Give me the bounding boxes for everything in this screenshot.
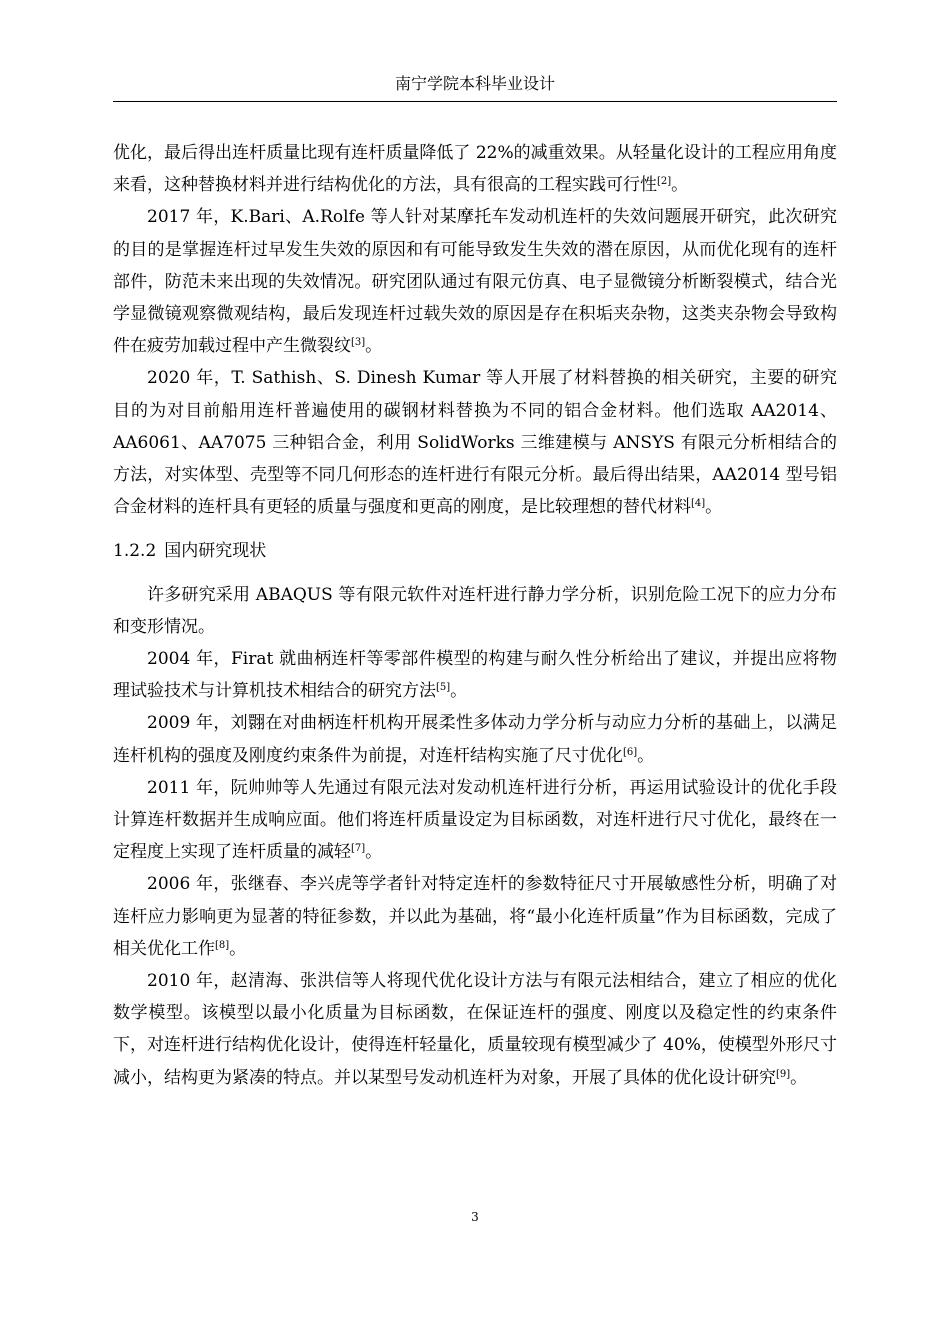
citation: [2] [657,176,672,188]
citation: [7] [351,843,366,855]
page-number: 3 [471,1210,479,1224]
citation: [4] [691,498,706,510]
paragraph: 2006 年，张继春、李兴虎等学者针对特定连杆的参数特征尺寸开展敏感性分析，明确了对连杆应力影响更为显著的特征参数，并以此为基础，将“最小化连杆质量”作为目标函数，完成了相关优化工作[8]。 [113,874,837,959]
citation: [9] [776,1068,791,1080]
paragraph: 2011 年，阮帅帅等人先通过有限元法对发动机连杆进行分析，再运用试验设计的优化手段计算连杆数据并生成响应面。他们将连杆质量设定为目标函数，对连杆进行尺寸优化，最终在一定程度上实现了连杆质量的减轻[7]。 [113,777,837,863]
section-heading [113,535,837,567]
paragraph: 2017 年，K.Bari、A.Rolfe 等人针对某摩托车发动机连杆的失效问题展开研究，此次研究的目的是掌握连杆过早发生失效的原因和有可能导致发生失效的潜在原因，从而优化现有的连杆部件，防范未来出现的失效情况。研究团队通过有限元仿真、电子显微镜分析断裂模式，结合光学显微镜观察微观结构，最后发现连杆过载失效的原因是存在积垢夹杂物，这类夹杂物会导致构件在疲劳加载过程中产生微裂纹[3]。 [113,207,837,357]
paragraph: 优化，最后得出连杆质量比现有连杆质量降低了 22%的减重效果。从轻量化设计的工程应用角度来看，这种替换材料并进行结构优化的方法，具有很高的工程实践可行性[2]。 [113,143,837,196]
header-divider [113,101,837,102]
paragraph: 2010 年，赵清海、张洪信等人将现代优化设计方法与有限元法相结合，建立了相应的优化数学模型。该模型以最小化质量为目标函数，在保证连杆的强度、刚度以及稳定性的约束条件下，对连杆进行结构优化设计，使得连杆轻量化，质量较现有模型减少了 40%，使模型外形尺寸减小，结构更为紧凑的特点。并以某型号发动机连杆为对象，开展了具体的优化设计研究[9]。 [113,971,837,1088]
page-header: 南宁学院本科毕业设计 [394,74,555,93]
citation: [5] [436,682,451,694]
citation: [6] [623,746,638,758]
page-body [113,137,837,1094]
paragraph: 2004 年，Firat 就曲柄连杆等零部件模型的构建与耐久性分析给出了建议，并提出应将物理试验技术与计算机技术相结合的研究方法[5]。 [113,649,837,702]
citation: [3] [351,337,366,349]
section-title: 国内研究现状 [164,541,267,562]
section-number: 1.2.2 [113,541,157,562]
paragraph: 2009 年，刘翾在对曲柄连杆机构开展柔性多体动力学分析与动应力分析的基础上，以满足连杆机构的强度及刚度约束条件为前提，对连杆结构实施了尺寸优化[6]。 [113,713,837,766]
paragraph: 许多研究采用 ABAQUS 等有限元软件对连杆进行静力学分析，识别危险工况下的应力分布和变形情况。 [113,584,837,637]
citation: [8] [215,939,230,951]
paragraph: 2020 年，T. Sathish、S. Dinesh Kumar 等人开展了材料替换的相关研究，主要的研究目的为对目前船用连杆普遍使用的碳钢材料替换为不同的铝合金材料。他们选取 AA2014、AA6061、AA7075 三种铝合金，利用 SolidWorks 三维建模与 ANSYS 有限元分析相结合的方法，对实体型、壳型等不同几何形态的连杆进行有限元分析。最后得出结果，AA2014 型号铝合金材料的连杆具有更轻的质量与强度和更高的刚度，是比较理想的替代材料[4]。 [113,368,837,518]
